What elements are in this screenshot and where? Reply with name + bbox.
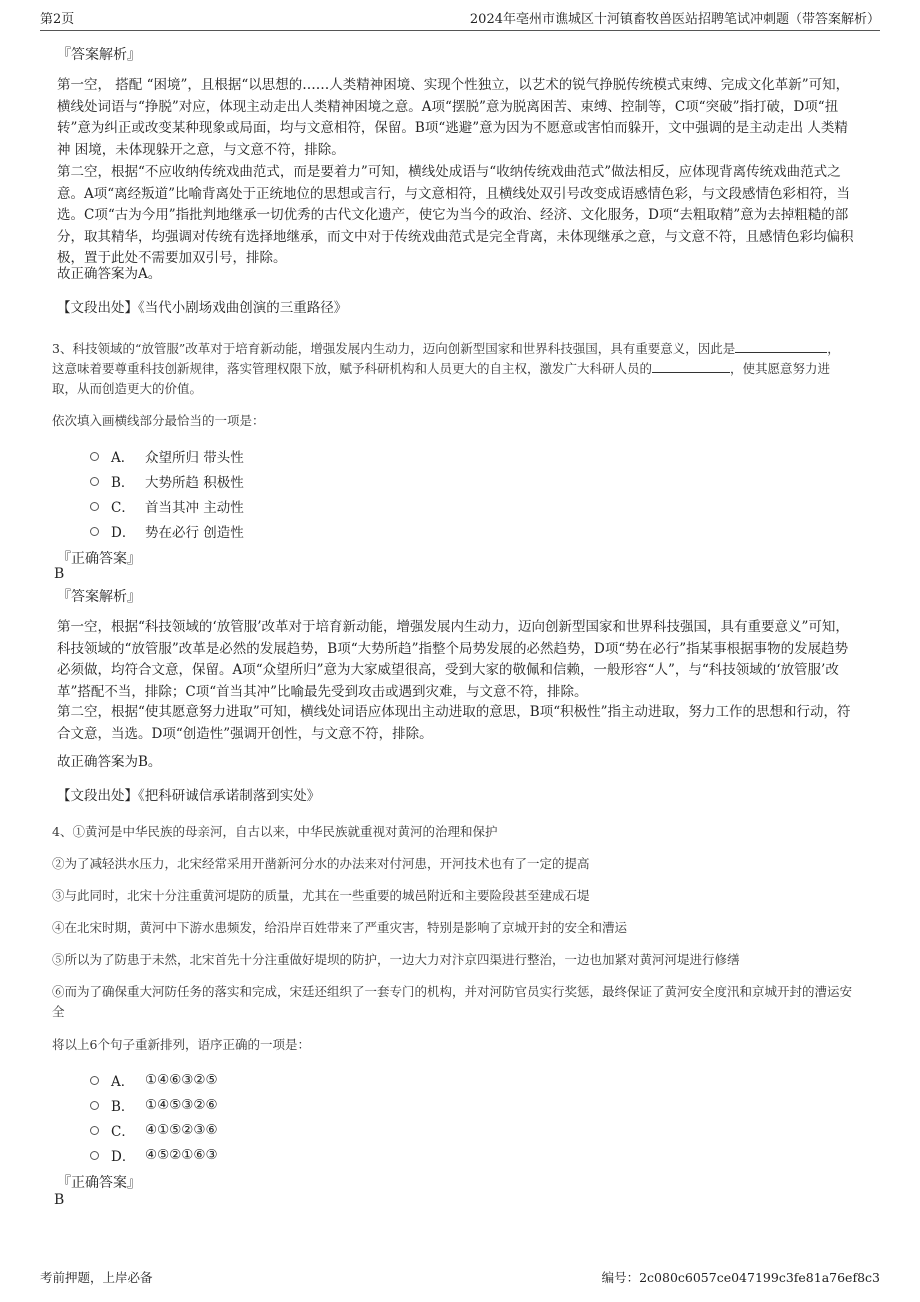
option-text: 众望所归 带头性 bbox=[145, 450, 244, 466]
q3-option-d[interactable] bbox=[90, 521, 244, 541]
option-text: 大势所趋 积极性 bbox=[145, 475, 244, 491]
q3-blank-1[interactable] bbox=[735, 340, 827, 353]
q3-analysis-para2: 第二空，根据“使其愿意努力进取”可知，横线处词语应体现出主动进取的意思，B项“积极性”指主动进取，努力工作的思想和行动，符合文意，当选。D项“创造性”强调开创性，与文意不符，排除。 bbox=[57, 704, 851, 742]
option-text: ①④⑤③②⑥ bbox=[145, 1097, 218, 1113]
q3-stem-part5: 取，从而创造更大的价值。 bbox=[52, 381, 203, 396]
q3-instruction: 依次填入画横线部分最恰当的一项是： bbox=[52, 413, 265, 428]
q3-analysis-para1: 第一空，根据“科技领域的‘放管服’改革对于培育新动能，增强发展内生动力，迈向创新型国家和世界科技强国，具有重要意义”可知，科技领域的“放管服”改革是必然的发展趋势，B项“大势所趋”指整个局势发展的必然趋势，D项“势在必行”指某事根据事物的发展趋势必须做，均符合文意，保留。A项“众望所归”意为大家威望很高，受到大家的敬佩和信赖，一般形容“人”，与“科技领域的‘放管服’改革”搭配不当，排除；C项“首当其冲”比喻最先受到攻击或遇到灾难，与文意不符，排除。 bbox=[57, 619, 849, 700]
q4-option-d[interactable] bbox=[90, 1145, 218, 1165]
option-label: B． bbox=[111, 475, 135, 491]
q3-answer-label: 『正确答案』 bbox=[57, 551, 141, 567]
q3-stem bbox=[52, 339, 862, 399]
q4-sentence-5: ⑤所以为了防患于未然，北宋首先十分注重做好堤坝的防护，一边大力对汴京四渠进行整治，一边也加紧对黄河河堤进行修缮 bbox=[52, 952, 740, 967]
q2-analysis-para1: 第一空， 搭配 “困境”，且根据“以思想的……人类精神困境、实现个性独立，以艺术的锐气挣脱传统模式束缚、完成文化革新”可知，横线处词语与“挣脱”对应，体现主动走出人类精神困境之意。A项“摆脱”意为脱离困苦、束缚、控制等，C项“突破”指打破，D项“扭转”意为纠正或改变某种现象或局面，均与文意相符，保留。B项“逃避”意为因为不愿意或害怕而躲开，文中强调的是主动走出 人类精神 困境，未体现躲开之意，与文意不符，排除。 bbox=[57, 77, 850, 158]
option-label: D． bbox=[111, 525, 136, 541]
page-number: 第2页 bbox=[40, 12, 75, 27]
radio-icon[interactable] bbox=[90, 477, 99, 486]
option-label: A． bbox=[111, 1074, 135, 1090]
radio-icon[interactable] bbox=[90, 527, 99, 536]
q3-source: 【文段出处】《把科研诚信承诺制落到实处》 bbox=[57, 788, 321, 804]
option-text: ④①⑤②③⑥ bbox=[145, 1122, 218, 1138]
q3-blank-2[interactable] bbox=[652, 360, 730, 373]
q4-answer-label: 『正确答案』 bbox=[57, 1175, 141, 1191]
q3-option-b[interactable] bbox=[90, 471, 244, 491]
radio-icon[interactable] bbox=[90, 1126, 99, 1135]
radio-icon[interactable] bbox=[90, 1101, 99, 1110]
page-footer bbox=[40, 1266, 880, 1288]
q4-sentence-6: ⑥而为了确保重大河防任务的落实和完成，宋廷还组织了一套专门的机构，并对河防官员实行奖惩，最终保证了黄河安全度汛和京城开封的漕运安全 bbox=[52, 984, 853, 1019]
option-text: 首当其冲 主动性 bbox=[145, 500, 244, 516]
option-label: A． bbox=[111, 450, 135, 466]
option-text: ①④⑥③②⑤ bbox=[145, 1072, 218, 1088]
q3-stem-part4: ，使其愿意努力进 bbox=[730, 361, 831, 376]
radio-icon[interactable] bbox=[90, 1076, 99, 1085]
q3-stem-part1: 3、科技领域的“放管服”改革对于培育新动能，增强发展内生动力，迈向创新型国家和世界科技强国，具有重要意义，因此是 bbox=[52, 341, 736, 356]
q2-source: 【文段出处】《当代小剧场戏曲创演的三重路径》 bbox=[57, 300, 348, 316]
q3-analysis-label: 『答案解析』 bbox=[57, 589, 141, 605]
option-text: ④⑤②①⑥③ bbox=[145, 1147, 218, 1163]
q3-stem-part2: ， bbox=[827, 341, 840, 356]
q4-option-c[interactable] bbox=[90, 1120, 218, 1140]
q3-option-c[interactable] bbox=[90, 496, 244, 516]
page-header bbox=[40, 8, 880, 31]
option-text: 势在必行 创造性 bbox=[145, 525, 244, 541]
document-title: 2024年亳州市谯城区十河镇畜牧兽医站招聘笔试冲刺题（带答案解析） bbox=[469, 12, 880, 27]
q4-sentence-4: ④在北宋时期，黄河中下游水患频发，给沿岸百姓带来了严重灾害，特别是影响了京城开封的安全和漕运 bbox=[52, 920, 628, 935]
q3-conclusion: 故正确答案为B。 bbox=[57, 754, 162, 770]
q4-sentence-2: ②为了减轻洪水压力，北宋经常采用开凿新河分水的办法来对付河患，开河技术也有了一定的提高 bbox=[52, 856, 590, 871]
q3-option-a[interactable] bbox=[90, 446, 244, 466]
q4-option-b[interactable] bbox=[90, 1095, 218, 1115]
q4-sentence-3: ③与此同时，北宋十分注重黄河堤防的质量，尤其在一些重要的城邑附近和主要险段甚至建成石堤 bbox=[52, 888, 590, 903]
radio-icon[interactable] bbox=[90, 502, 99, 511]
footer-serial: 编号：2c080c6057ce047199c3fe81a76ef8c3 bbox=[601, 1270, 880, 1285]
q2-analysis-label: 『答案解析』 bbox=[57, 47, 141, 63]
option-label: C． bbox=[111, 1124, 135, 1140]
q4-sentence-1: 4、①黄河是中华民族的母亲河，自古以来，中华民族就重视对黄河的治理和保护 bbox=[52, 824, 498, 839]
option-label: D． bbox=[111, 1149, 136, 1165]
q4-answer: B bbox=[54, 1192, 65, 1208]
radio-icon[interactable] bbox=[90, 452, 99, 461]
q3-stem-part3: 这意味着要尊重科技创新规律，落实管理权限下放，赋予科研机构和人员更大的自主权，激发广大科研人员的 bbox=[52, 361, 653, 376]
q4-option-a[interactable] bbox=[90, 1070, 218, 1090]
q4-instruction: 将以上6个句子重新排列，语序正确的一项是： bbox=[52, 1037, 310, 1052]
q2-analysis-para2: 第二空，根据“不应收纳传统戏曲范式，而是要着力”可知，横线处成语与“收纳传统戏曲范式”做法相反，应体现背离传统戏曲范式之意。A项“离经叛道”比喻背离处于正统地位的思想或言行，与文意相符，且横线处双引号改变成语感情色彩，与文段感情色彩相符，当选。C项“古为今用”指批判地继承一切优秀的古代文化遗产，使它为当今的政治、经济、文化服务，D项“去粗取精”意为去掉粗糙的部分，取其精华，均强调对传统有选择地继承，而文中对于传统戏曲范式是完全背离，未体现继承之意，与文意不符，且感情色彩均偏积极，置于此处不需要加双引号，排除。 bbox=[57, 164, 854, 266]
option-label: B． bbox=[111, 1099, 135, 1115]
option-label: C． bbox=[111, 500, 135, 516]
footer-slogan: 考前押题，上岸必备 bbox=[40, 1270, 153, 1285]
q3-answer: B bbox=[54, 566, 65, 582]
q2-conclusion: 故正确答案为A。 bbox=[57, 266, 162, 282]
radio-icon[interactable] bbox=[90, 1151, 99, 1160]
